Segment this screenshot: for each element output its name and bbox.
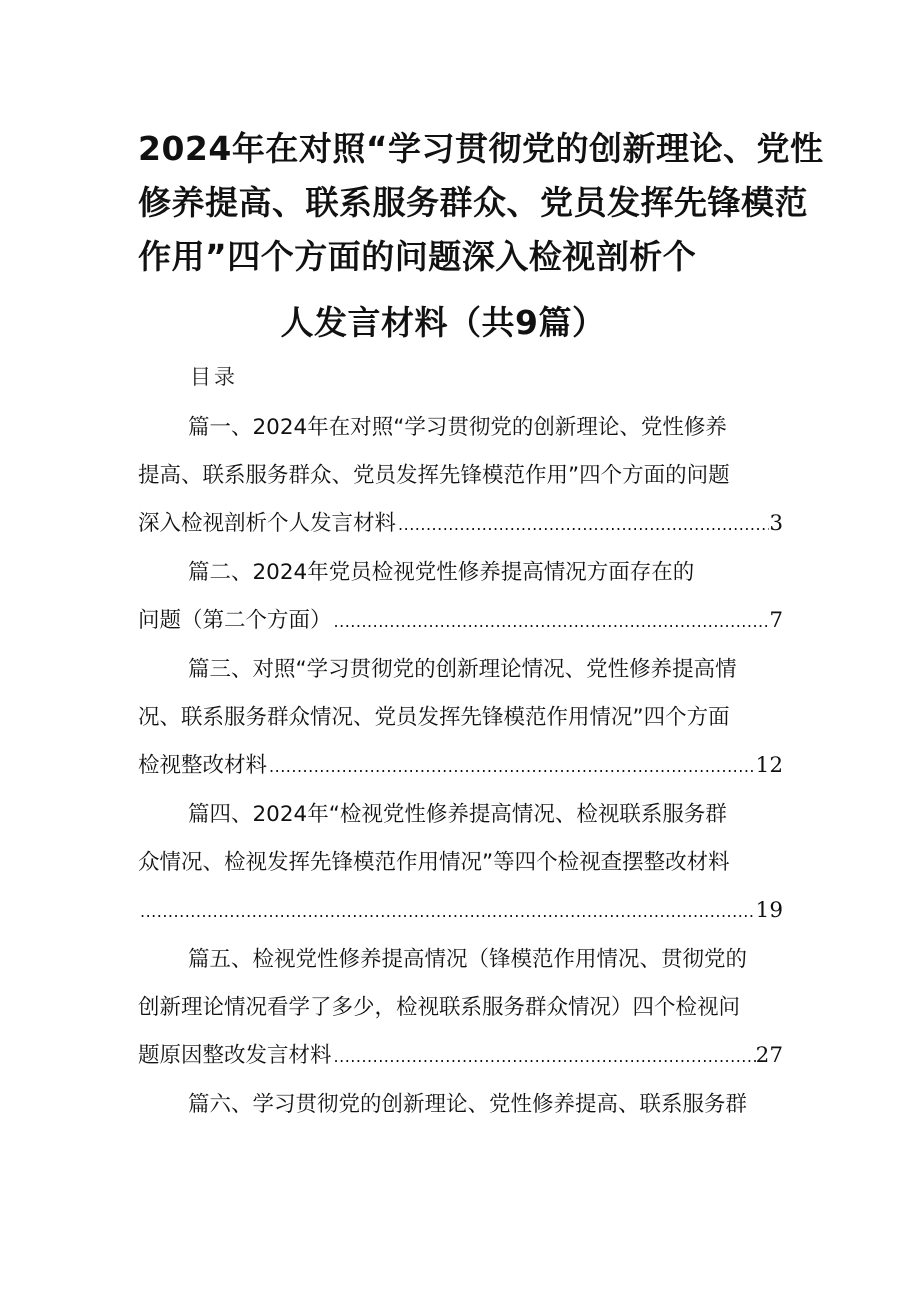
title-line: 人发言材料（共9篇） (280, 303, 606, 342)
table-of-contents (138, 404, 783, 1129)
toc-dot-leader (332, 1033, 756, 1081)
toc-entry-6[interactable] (138, 1081, 783, 1129)
toc-entry-text: 篇二、2024年党员检视党性修养提高情况方面存在的 (188, 560, 695, 585)
toc-heading: 目录 (190, 365, 238, 389)
toc-entry-text: 况、联系服务群众情况、党员发挥先锋模范作用情况”四个方面 (138, 705, 730, 730)
toc-page-number: 3 (769, 511, 783, 536)
toc-entry-5[interactable] (138, 936, 783, 1081)
toc-page-number: 12 (755, 753, 783, 778)
toc-page-number: 7 (769, 608, 783, 633)
toc-entry-text: 检视整改材料 (138, 753, 268, 778)
toc-dot-leader (332, 598, 770, 646)
toc-entry-leader-line (138, 887, 783, 936)
toc-entry-text: 篇三、对照“学习贯彻党的创新理论情况、党性修养提高情 (188, 657, 737, 682)
toc-entry-4[interactable] (138, 791, 783, 936)
toc-entry-leader-line (138, 597, 783, 646)
toc-entry-text: 篇六、学习贯彻党的创新理论、党性修养提高、联系服务群 (188, 1092, 748, 1117)
toc-entry-text: 创新理论情况看学了多少，检视联系服务群众情况）四个检视问 (138, 995, 741, 1020)
title-line: 2024年在对照“学习贯彻党的创新理论、党性 (138, 129, 824, 168)
toc-entry-1[interactable] (138, 404, 783, 549)
toc-entry-text: 篇一、2024年在对照“学习贯彻党的创新理论、党性修养 (188, 415, 727, 440)
toc-page-number: 19 (755, 898, 783, 923)
toc-dot-leader (396, 501, 769, 549)
document-title (138, 122, 824, 350)
title-line: 作用”四个方面的问题深入检视剖析个 (138, 237, 697, 276)
toc-entry-text: 题原因整改发言材料 (138, 1043, 332, 1068)
toc-entry-text: 深入检视剖析个人发言材料 (138, 511, 397, 536)
toc-dot-leader (138, 888, 756, 936)
toc-entry-2[interactable] (138, 549, 783, 646)
toc-page-number: 27 (755, 1043, 783, 1068)
toc-entry-text: 提高、联系服务群众、党员发挥先锋模范作用”四个方面的问题 (138, 463, 730, 488)
title-line: 修养提高、联系服务群众、党员发挥先锋模范 (138, 183, 808, 222)
toc-entry-leader-line (138, 1032, 783, 1081)
toc-entry-leader-line (138, 500, 783, 549)
toc-entry-leader-line (138, 742, 783, 791)
toc-entry-text: 篇四、2024年“检视党性修养提高情况、检视联系服务群 (188, 802, 727, 827)
toc-entry-text: 问题（第二个方面） (138, 608, 332, 633)
toc-entry-text: 篇五、检视党性修养提高情况（锋模范作用情况、贯彻党的 (188, 947, 748, 972)
toc-dot-leader (267, 743, 756, 791)
toc-entry-3[interactable] (138, 646, 783, 791)
toc-entry-text: 众情况、检视发挥先锋模范作用情况”等四个检视查摆整改材料 (138, 850, 730, 875)
